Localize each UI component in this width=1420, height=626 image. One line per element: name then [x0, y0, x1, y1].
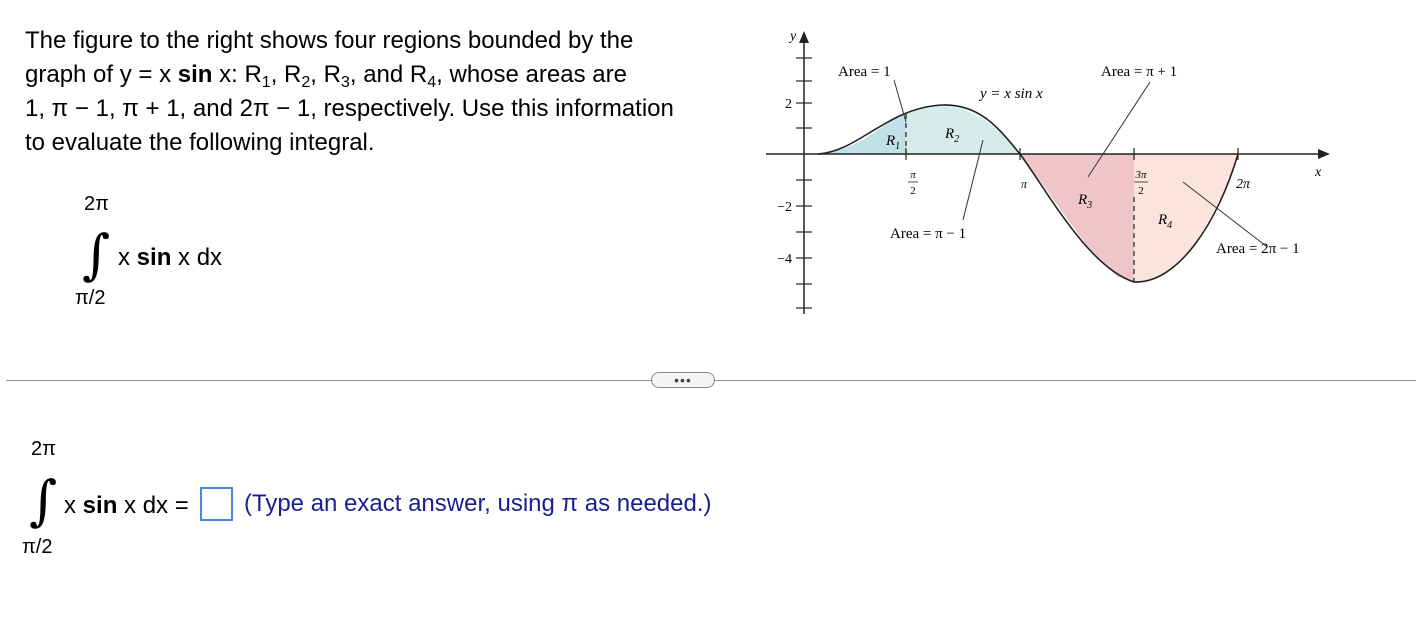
- expand-more-button[interactable]: •••: [651, 372, 715, 388]
- x-axis-label: x: [1315, 165, 1322, 180]
- region-label-r3: $R_3$: [1078, 192, 1093, 211]
- answer-integral-sign: ∫: [29, 469, 58, 532]
- tick-label-pi: π: [1020, 177, 1028, 191]
- region-label-r1: $R_1$: [886, 133, 901, 152]
- tick-label-3pi-over-2-den: 2: [1138, 185, 1144, 197]
- answer-lower-limit: π/2: [22, 536, 53, 558]
- tick-label-2pi: 2π: [1235, 177, 1251, 192]
- integral-sign: ∫: [82, 223, 111, 286]
- y-axis-label: y: [790, 29, 797, 44]
- area-label-r3: Area = π + 1: [1101, 64, 1178, 80]
- region-r2-shading: [906, 105, 1020, 154]
- answer-upper-limit: 2π: [31, 438, 56, 460]
- tick-label-pi-over-2-num: π: [910, 169, 916, 181]
- y-axis-arrow-icon: [799, 31, 809, 43]
- area-label-r4: Area = 2π − 1: [1216, 241, 1300, 257]
- problem-statement: [25, 24, 725, 160]
- region-r3-shading: [1020, 154, 1134, 282]
- problem-line-2: graph of y = x sin x: $R_1$, $R_2$, $R_3$, and $R_4$, whose areas are: [25, 61, 627, 91]
- problem-line-1: The figure to the right shows four regions bounded by the: [25, 27, 634, 54]
- region-label-r2: $R_2$: [945, 126, 960, 145]
- tick-label-3pi-over-2-num: 3π: [1135, 169, 1147, 181]
- integral-lower-limit: π/2: [75, 287, 106, 309]
- integral-expression: x sin x dx: [118, 244, 223, 271]
- region-label-r4: $R_4$: [1158, 212, 1173, 231]
- problem-line-3: 1, π − 1, π + 1, and 2π − 1, respectively. Use this information: [25, 95, 674, 122]
- problem-line-4: to evaluate the following integral.: [25, 129, 375, 156]
- curve-equation-label: y = x sin x: [980, 86, 1043, 102]
- area-label-r2: Area = π − 1: [890, 226, 967, 242]
- tick-label-pi-over-2-den: 2: [910, 185, 916, 197]
- area-label-r1: Area = 1: [838, 64, 891, 80]
- answer-expression: x sin x dx =: [64, 492, 189, 519]
- y-tick-label-2: 2: [785, 97, 792, 112]
- integral-upper-limit: 2π: [84, 193, 109, 215]
- answer-input[interactable]: [200, 487, 233, 521]
- answer-hint: (Type an exact answer, using π as needed.): [244, 490, 712, 517]
- region-r4-shading: [1134, 154, 1238, 282]
- y-tick-label-neg4: −4: [777, 252, 792, 267]
- y-tick-label-neg2: −2: [777, 200, 792, 215]
- regions-figure: [758, 22, 1358, 318]
- x-axis-arrow-icon: [1318, 149, 1330, 159]
